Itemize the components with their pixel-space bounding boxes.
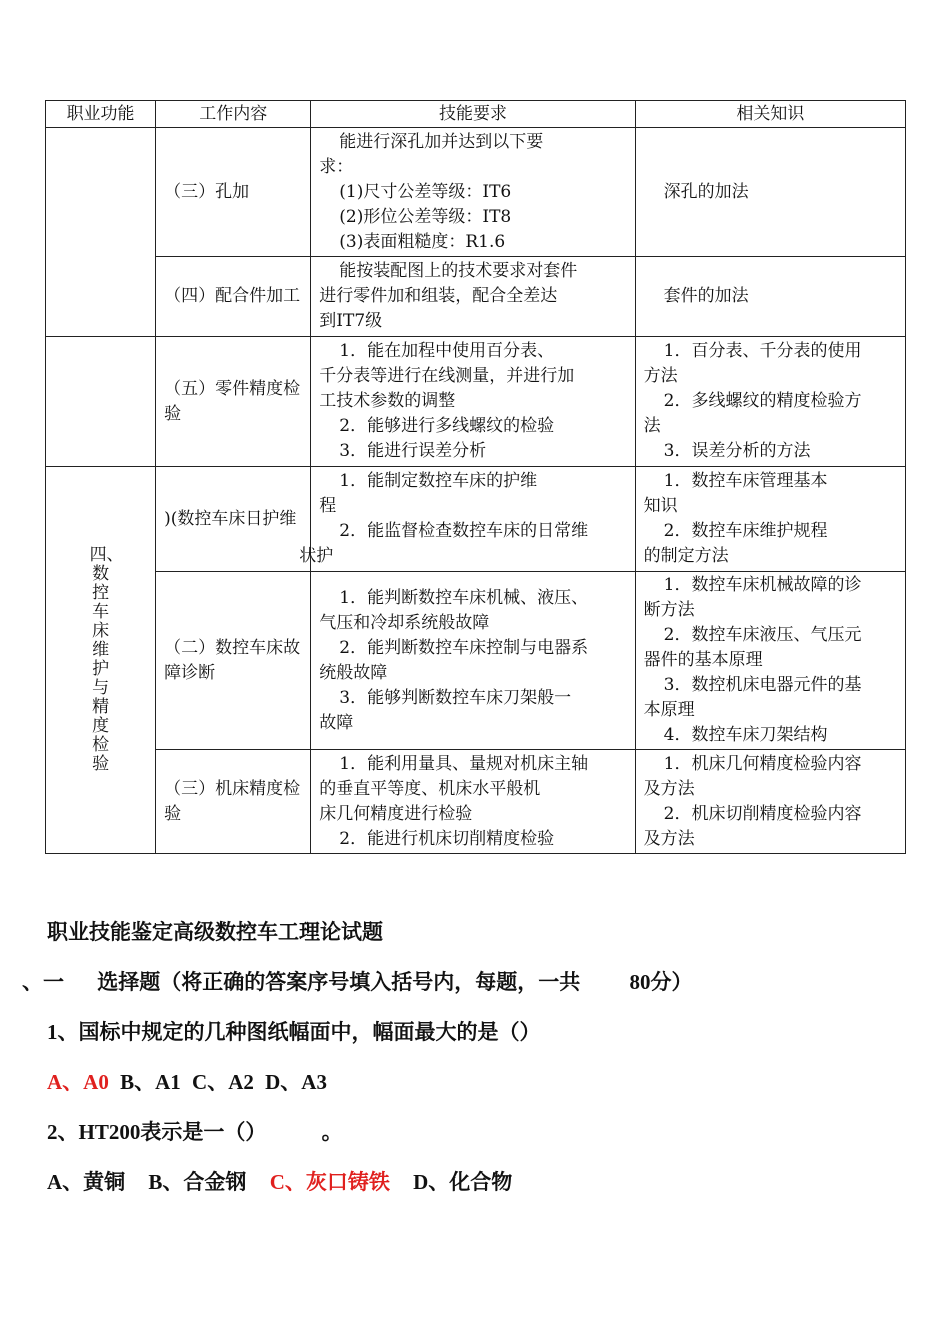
section-heading xyxy=(22,966,693,996)
content-cell: （二）数控车床故障诊断 xyxy=(156,572,311,750)
knowledge-cell: 套件的加法 xyxy=(635,257,905,337)
content-cell: （五）零件精度检验 xyxy=(156,337,311,467)
function-cell xyxy=(46,467,156,854)
option-d: D、A3 xyxy=(265,1070,327,1094)
section-text: 选择题（将正确的答案序号填入括号内，每题，一共 xyxy=(97,970,581,994)
content-cell: )(数控车床日护维 xyxy=(156,467,311,572)
section-points: 80分） xyxy=(629,970,693,994)
knowledge-cell: 1．数控车床管理基本 知识 2．数控车床维护规程 的制定方法 xyxy=(635,467,905,572)
option-d: D、化合物 xyxy=(413,1170,513,1194)
skills-cell: 1．能在加程中使用百分表、 千分表等进行在线测量，并进行加 工技术参数的调整 2．能够进行多线螺纹的检验 3．能进行误差分析 xyxy=(311,337,635,467)
skills-cell: 1．能制定数控车床的护维 程 2．能监督检查数控车床的日常维 状护 xyxy=(311,467,635,572)
question-2-text: 2、HT200表示是一（） xyxy=(47,1120,267,1144)
skills-cell: 能进行深孔加并达到以下要 求： (1)尺寸公差等级：IT6 (2)形位公差等级：IT8 (3)表面粗糙度：R1.6 xyxy=(311,128,635,257)
question-1-options xyxy=(47,1066,327,1096)
option-a-correct: A、A0 xyxy=(47,1070,109,1094)
header-function: 职业功能 xyxy=(46,101,156,128)
option-b: B、A1 xyxy=(120,1070,181,1094)
function-cell-blank xyxy=(46,337,156,467)
content-cell: （三）孔加 xyxy=(156,128,311,257)
header-knowledge: 相关知识 xyxy=(635,101,905,128)
content-cell: （三）机床精度检验 xyxy=(156,750,311,854)
knowledge-cell: 1．百分表、千分表的使用 方法 2．多线螺纹的精度检验方 法 3．误差分析的方法 xyxy=(635,337,905,467)
skills-cell: 能按装配图上的技术要求对套件 进行零件加和组装，配合全差达 到IT7级 xyxy=(311,257,635,337)
exam-title: 职业技能鉴定高级数控车工理论试题 xyxy=(47,920,383,944)
skills-cell: 1．能利用量具、量规对机床主轴 的垂直平等度、机床水平般机 床几何精度进行检验 2．能进行机床切削精度检验 xyxy=(311,750,635,854)
function-cell-blank xyxy=(46,128,156,337)
question-2-end: 。 xyxy=(321,1120,343,1144)
table-row xyxy=(46,128,906,257)
option-c-correct: C、灰口铸铁 xyxy=(269,1170,390,1194)
option-c: C、A2 xyxy=(192,1070,254,1094)
function-label: 四、数控车床维护与精度检验 xyxy=(89,545,124,774)
content-cell: （四）配合件加工 xyxy=(156,257,311,337)
skills-table xyxy=(45,100,906,854)
table-row xyxy=(46,467,906,572)
question-2-stem xyxy=(47,1116,343,1146)
table-row xyxy=(46,337,906,467)
knowledge-cell: 1．数控车床机械故障的诊 断方法 2．数控车床液压、气压元 器件的基本原理 3．数控机床电器元件的基 本原理 4．数控车床刀架结构 xyxy=(635,572,905,750)
table-row xyxy=(46,572,906,750)
question-1-stem: 1、国标中规定的几种图纸幅面中，幅面最大的是（） xyxy=(47,1020,541,1044)
table-row xyxy=(46,750,906,854)
section-prefix: 、一 xyxy=(22,970,64,994)
option-a: A、黄铜 xyxy=(47,1170,126,1194)
header-content: 工作内容 xyxy=(156,101,311,128)
table-header-row xyxy=(46,101,906,128)
header-skills: 技能要求 xyxy=(311,101,635,128)
knowledge-cell: 深孔的加法 xyxy=(635,128,905,257)
question-2-options xyxy=(47,1166,512,1196)
skills-cell: 1．能判断数控车床机械、液压、 气压和冷却系统般故障 2．能判断数控车床控制与电器系 统般故障 3．能够判断数控车床刀架般一 故障 xyxy=(311,572,635,750)
option-b: B、合金钢 xyxy=(148,1170,247,1194)
knowledge-cell: 1．机床几何精度检验内容 及方法 2．机床切削精度检验内容 及方法 xyxy=(635,750,905,854)
table-row xyxy=(46,257,906,337)
